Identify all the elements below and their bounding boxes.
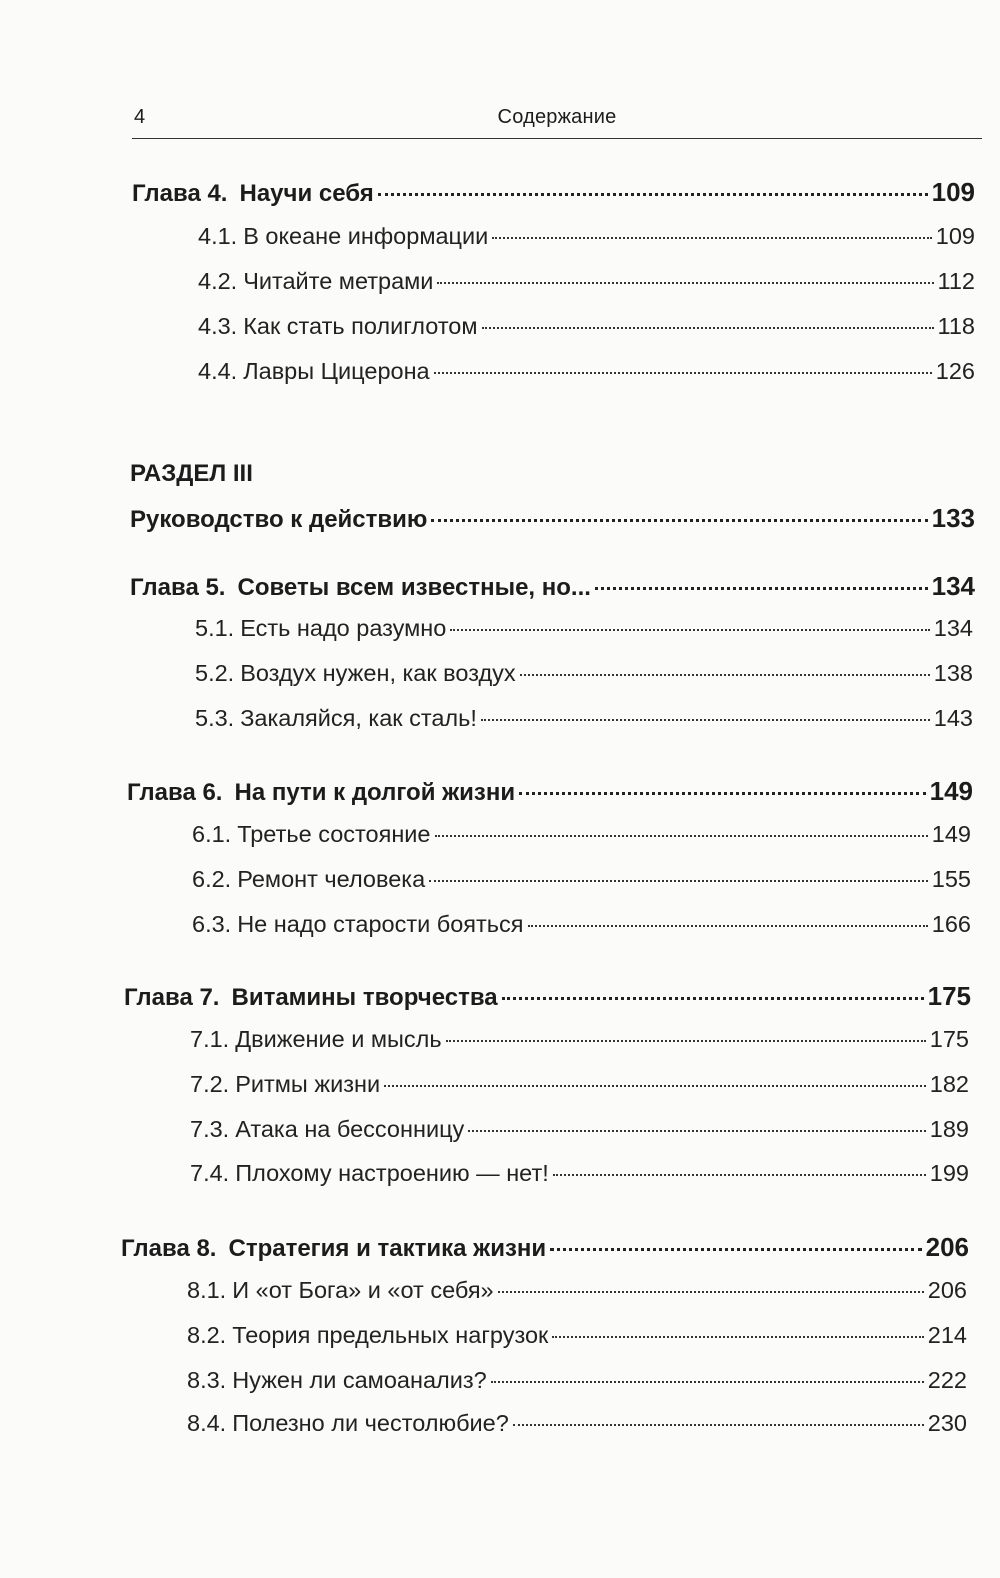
item-title: Ритмы жизни <box>235 1071 381 1097</box>
item-page: 109 <box>935 223 975 249</box>
item-title: Читайте метрами <box>243 268 434 294</box>
item-page: 175 <box>929 1026 969 1052</box>
dot-leader <box>595 587 928 590</box>
toc-section-3[interactable] <box>130 503 975 543</box>
running-title: Содержание <box>497 106 617 128</box>
dot-leader <box>450 629 929 631</box>
item-number: 7.2. <box>190 1071 230 1097</box>
toc-chapter-4[interactable] <box>132 177 975 217</box>
dot-leader <box>446 1040 926 1042</box>
dot-leader <box>482 327 934 329</box>
toc-item-4-2[interactable] <box>198 268 975 308</box>
item-number: 8.3. <box>187 1367 227 1393</box>
item-title: Воздух нужен, как воздух <box>240 660 516 686</box>
item-title: Не надо старости бояться <box>237 911 524 937</box>
item-page: 138 <box>933 660 973 686</box>
dot-leader <box>520 674 930 676</box>
item-number: 8.1. <box>187 1277 227 1303</box>
item-page: 182 <box>929 1071 969 1097</box>
item-page: 134 <box>933 615 973 641</box>
dot-leader <box>431 519 927 522</box>
toc-chapter-8[interactable] <box>121 1232 969 1272</box>
dot-leader <box>435 835 928 837</box>
toc-item-8-3[interactable] <box>187 1367 967 1407</box>
item-page: 155 <box>931 866 971 892</box>
chapter-title: На пути к долгой жизни <box>234 779 516 806</box>
chapter-title: Научи себя <box>239 180 374 207</box>
item-page: 206 <box>927 1277 967 1303</box>
item-page: 112 <box>937 268 975 294</box>
chapter-number: Глава 8. <box>121 1235 217 1262</box>
chapter-page: 175 <box>927 981 971 1011</box>
toc-item-5-1[interactable] <box>195 615 973 655</box>
item-page: 189 <box>929 1116 969 1142</box>
item-title: Полезно ли честолюбие? <box>232 1410 509 1436</box>
dot-leader <box>384 1085 926 1087</box>
item-number: 5.3. <box>195 705 235 731</box>
toc-item-5-2[interactable] <box>195 660 973 700</box>
item-title: Движение и мысль <box>235 1026 442 1052</box>
dot-leader <box>491 1381 924 1383</box>
item-page: 214 <box>927 1322 967 1348</box>
item-number: 6.3. <box>192 911 232 937</box>
toc-chapter-5[interactable] <box>130 571 975 611</box>
section-label: РАЗДЕЛ III <box>130 460 253 487</box>
dot-leader <box>429 880 928 882</box>
dot-leader <box>519 792 926 795</box>
item-title: Закаляйся, как сталь! <box>240 705 477 731</box>
toc-item-8-2[interactable] <box>187 1322 967 1362</box>
toc-item-4-3[interactable] <box>198 313 975 353</box>
item-title: Атака на бессонницу <box>235 1116 465 1142</box>
item-number: 8.2. <box>187 1322 227 1348</box>
item-number: 8.4. <box>187 1410 227 1436</box>
dot-leader <box>552 1336 923 1338</box>
item-title: В океане информации <box>243 223 489 249</box>
chapter-number: Глава 7. <box>124 984 220 1011</box>
toc-item-8-1[interactable] <box>187 1277 967 1317</box>
item-title: Третье состояние <box>237 821 431 847</box>
item-number: 4.3. <box>198 313 238 339</box>
item-number: 7.1. <box>190 1026 230 1052</box>
toc-item-7-4[interactable] <box>190 1160 969 1200</box>
item-title: Как стать полиглотом <box>243 313 478 339</box>
dot-leader <box>378 193 928 196</box>
chapter-page: 109 <box>931 177 975 207</box>
toc-item-5-3[interactable] <box>195 705 973 745</box>
dot-leader <box>437 282 933 284</box>
chapter-title: Стратегия и тактика жизни <box>228 1235 547 1262</box>
toc-item-7-1[interactable] <box>190 1026 969 1066</box>
item-title: Плохому настроению — нет! <box>235 1160 549 1186</box>
chapter-title: Советы всем известные, но... <box>237 574 591 601</box>
item-title: И «от Бога» и «от себя» <box>232 1277 494 1303</box>
item-title: Лавры Цицерона <box>243 358 430 384</box>
item-number: 4.1. <box>198 223 238 249</box>
dot-leader <box>434 372 932 374</box>
item-page: 118 <box>937 313 975 339</box>
item-title: Ремонт человека <box>237 866 426 892</box>
chapter-number: Глава 5. <box>130 574 226 601</box>
item-page: 166 <box>931 911 971 937</box>
item-title: Теория предельных нагрузок <box>232 1322 549 1348</box>
item-number: 6.2. <box>192 866 232 892</box>
item-number: 5.2. <box>195 660 235 686</box>
section-page: 133 <box>931 503 975 533</box>
chapter-page: 149 <box>929 776 973 806</box>
item-page: 126 <box>935 358 975 384</box>
dot-leader <box>553 1174 926 1176</box>
dot-leader <box>498 1291 924 1293</box>
dot-leader <box>528 925 928 927</box>
item-page: 143 <box>933 705 973 731</box>
chapter-title: Витамины творчества <box>231 984 498 1011</box>
dot-leader <box>502 997 924 1000</box>
toc-chapter-7[interactable] <box>124 981 971 1021</box>
dot-leader <box>550 1248 921 1251</box>
toc-item-7-3[interactable] <box>190 1116 969 1156</box>
toc-chapter-6[interactable] <box>127 776 973 816</box>
toc-item-7-2[interactable] <box>190 1071 969 1111</box>
item-number: 7.4. <box>190 1160 230 1186</box>
item-number: 4.4. <box>198 358 238 384</box>
toc-item-4-4[interactable] <box>198 358 975 398</box>
dot-leader <box>513 1424 924 1426</box>
item-number: 4.2. <box>198 268 238 294</box>
toc-item-6-3[interactable] <box>192 911 971 951</box>
item-page: 230 <box>927 1410 967 1436</box>
chapter-number: Глава 6. <box>127 779 223 806</box>
chapter-page: 206 <box>925 1232 969 1262</box>
toc-item-8-4[interactable] <box>187 1410 967 1450</box>
item-number: 6.1. <box>192 821 232 847</box>
dot-leader <box>468 1130 925 1132</box>
dot-leader <box>492 237 932 239</box>
toc-item-4-1[interactable] <box>198 223 975 263</box>
item-title: Есть надо разумно <box>240 615 447 641</box>
item-page: 149 <box>931 821 971 847</box>
item-title: Нужен ли самоанализ? <box>232 1367 487 1393</box>
page-number: 4 <box>134 106 146 128</box>
item-page: 199 <box>929 1160 969 1186</box>
item-number: 5.1. <box>195 615 235 641</box>
toc-item-6-1[interactable] <box>192 821 971 861</box>
chapter-number: Глава 4. <box>132 180 228 207</box>
section-title: Руководство к действию <box>130 506 428 533</box>
toc-item-6-2[interactable] <box>192 866 971 906</box>
item-page: 222 <box>927 1367 967 1393</box>
chapter-page: 134 <box>931 571 975 601</box>
dot-leader <box>481 719 930 721</box>
item-number: 7.3. <box>190 1116 230 1142</box>
